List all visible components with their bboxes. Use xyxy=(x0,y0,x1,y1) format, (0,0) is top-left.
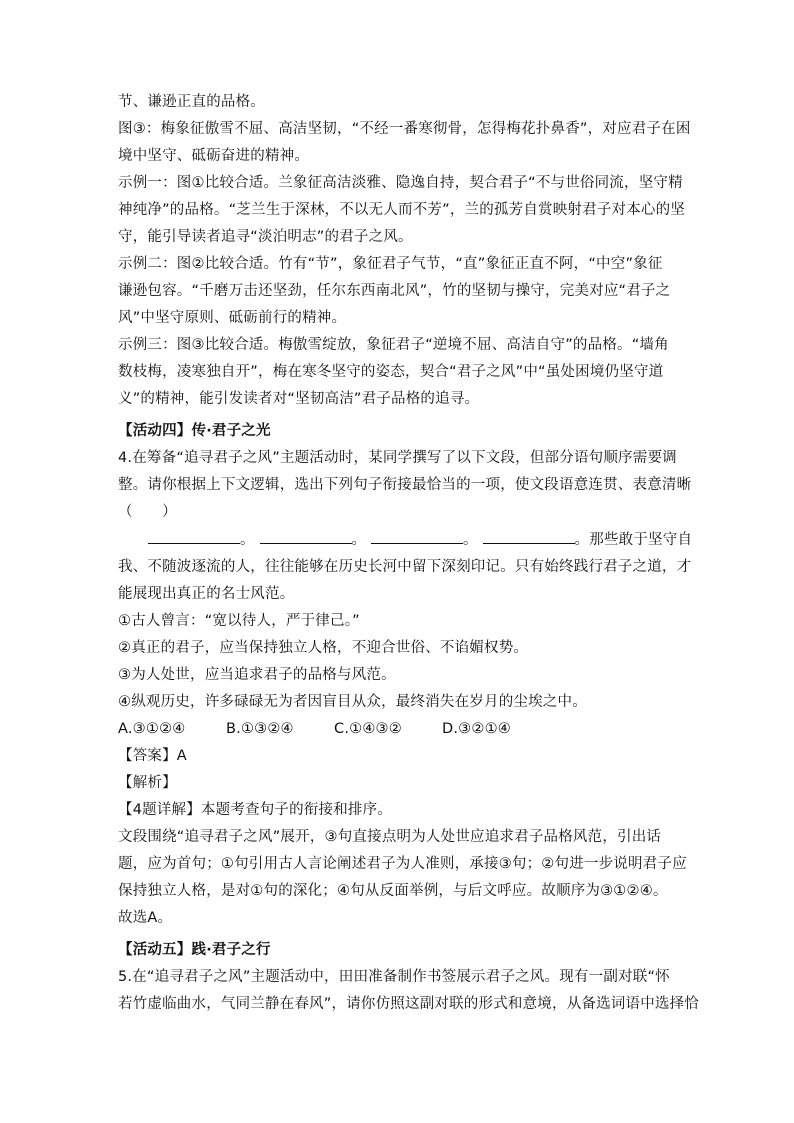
text-line: 图③：梅象征傲雪不屈、高洁坚韧，“不经一番寒彻骨，怎得梅花扑鼻香”，对应君子在困 xyxy=(118,121,691,137)
activity-five-section xyxy=(118,940,700,1014)
passage-line: 我、不随波逐流的人，往往能够在历史长河中留下深刻印记。只有始终践行君子之道，才 xyxy=(118,559,692,575)
option-c[interactable]: C.①④③② xyxy=(334,721,402,737)
answer-options xyxy=(118,719,678,739)
text-line: 示例三：图③比较合适。梅傲雪绽放，象征君子“逆境不屈、高洁自守”的品格。“墙角 xyxy=(118,337,669,353)
text-line: 示例一：图①比较合适。兰象征高洁淡雅、隐逸自持，契合君子“不与世俗同流，坚守精 xyxy=(118,175,683,191)
passage-line: 能展现出真正的名士风范。 xyxy=(118,586,295,602)
passage-blanks-line: 。 。 。 。那些敢于坚守自 xyxy=(118,529,678,550)
answer-parentheses: （ ） xyxy=(118,504,177,520)
text-line: 风”中坚守原则、砥砺前行的精神。 xyxy=(118,310,347,326)
detail-line: 文段围绕“追寻君子之风”展开，③句直接点明为人处世应追求君子品格风范，引出话 xyxy=(118,829,662,845)
activity-four-section xyxy=(118,421,693,928)
blank-3[interactable] xyxy=(371,529,463,544)
text-line: 示例二：图②比较合适。竹有“节”，象征君子气节，“直”象征正直不阿，“中空”象征 xyxy=(118,256,663,272)
text-line: 谦逊包容。“千磨万击还坚劲，任尔东西南北风”，竹的坚韧与操守，完美对应“君子之 xyxy=(118,283,671,299)
question-four-line: 4.在筹备“追寻君子之风”主题活动时，某同学撰写了以下文段，但部分语句顺序需要调 xyxy=(118,450,677,466)
detail-line: 【4题详解】本题考查句子的衔接和排序。 xyxy=(118,802,393,818)
text-line: 守，能引导读者追寻“淡泊明志”的君子之风。 xyxy=(118,229,413,245)
answer-label: 【答案】A xyxy=(118,748,187,764)
blank-1[interactable] xyxy=(148,529,240,544)
blank-2[interactable] xyxy=(260,529,352,544)
activity-four-heading: 【活动四】传·君子之光 xyxy=(118,423,271,439)
question-five-line: 5.在“追寻君子之风”主题活动中，田田准备制作书签展示君子之风。现有一副对联“怀 xyxy=(118,969,670,985)
text-line: 境中坚守、砥砺奋进的精神。 xyxy=(118,148,310,164)
option-d[interactable]: D.③②①④ xyxy=(442,721,511,737)
blank-4[interactable] xyxy=(483,529,575,544)
sentence-item: ①古人曾言：“宽以待人，严于律己。” xyxy=(118,613,360,629)
text-line: 义”的精神，能引发读者对“坚韧高洁”君子品格的追寻。 xyxy=(118,391,480,407)
question-four-line: 整。请你根据上下文逻辑，选出下列句子衔接最恰当的一项，使文段语意连贯、表意清晰 xyxy=(118,477,692,493)
text-line: 数枝梅，凌寒独自开”，梅在寒冬坚守的姿态，契合“君子之风”中“虽处困境仍坚守道 xyxy=(118,364,664,380)
option-b[interactable]: B.①③②④ xyxy=(226,721,294,737)
text-line: 节、谦逊正直的品格。 xyxy=(118,94,265,110)
detail-line: 题，应为首句；①句引用古人言论阐述君子为人准则，承接③句；②句进一步说明君子应 xyxy=(118,856,687,872)
activity-five-heading: 【活动五】践·君子之行 xyxy=(118,942,271,958)
document-page xyxy=(118,92,700,1021)
sentence-item: ②真正的君子，应当保持独立人格，不迎合世俗、不谄媚权势。 xyxy=(118,640,529,656)
analysis-label: 【解析】 xyxy=(118,775,177,791)
text-line: 神纯净”的品格。“芝兰生于深林，不以无人而不芳”，兰的孤芳自赏映射君子对本心的坚 xyxy=(118,202,686,218)
option-a[interactable]: A.③①②④ xyxy=(118,721,186,737)
sentence-item: ④纵观历史，许多碌碌无为者因盲目从众，最终消失在岁月的尘埃之中。 xyxy=(118,694,587,710)
top-text-block xyxy=(118,92,691,409)
detail-line: 故选A。 xyxy=(118,910,173,926)
sentence-item: ③为人处世，应当追求君子的品格与风范。 xyxy=(118,667,396,683)
detail-line: 保持独立人格，是对①句的深化；④句从反面举例，与后文呼应。故顺序为③①②④。 xyxy=(118,883,668,899)
question-five-line: 若竹虚临曲水，气同兰静在春风”，请你仿照这副对联的形式和意境，从备选词语中选择恰 xyxy=(118,996,700,1012)
